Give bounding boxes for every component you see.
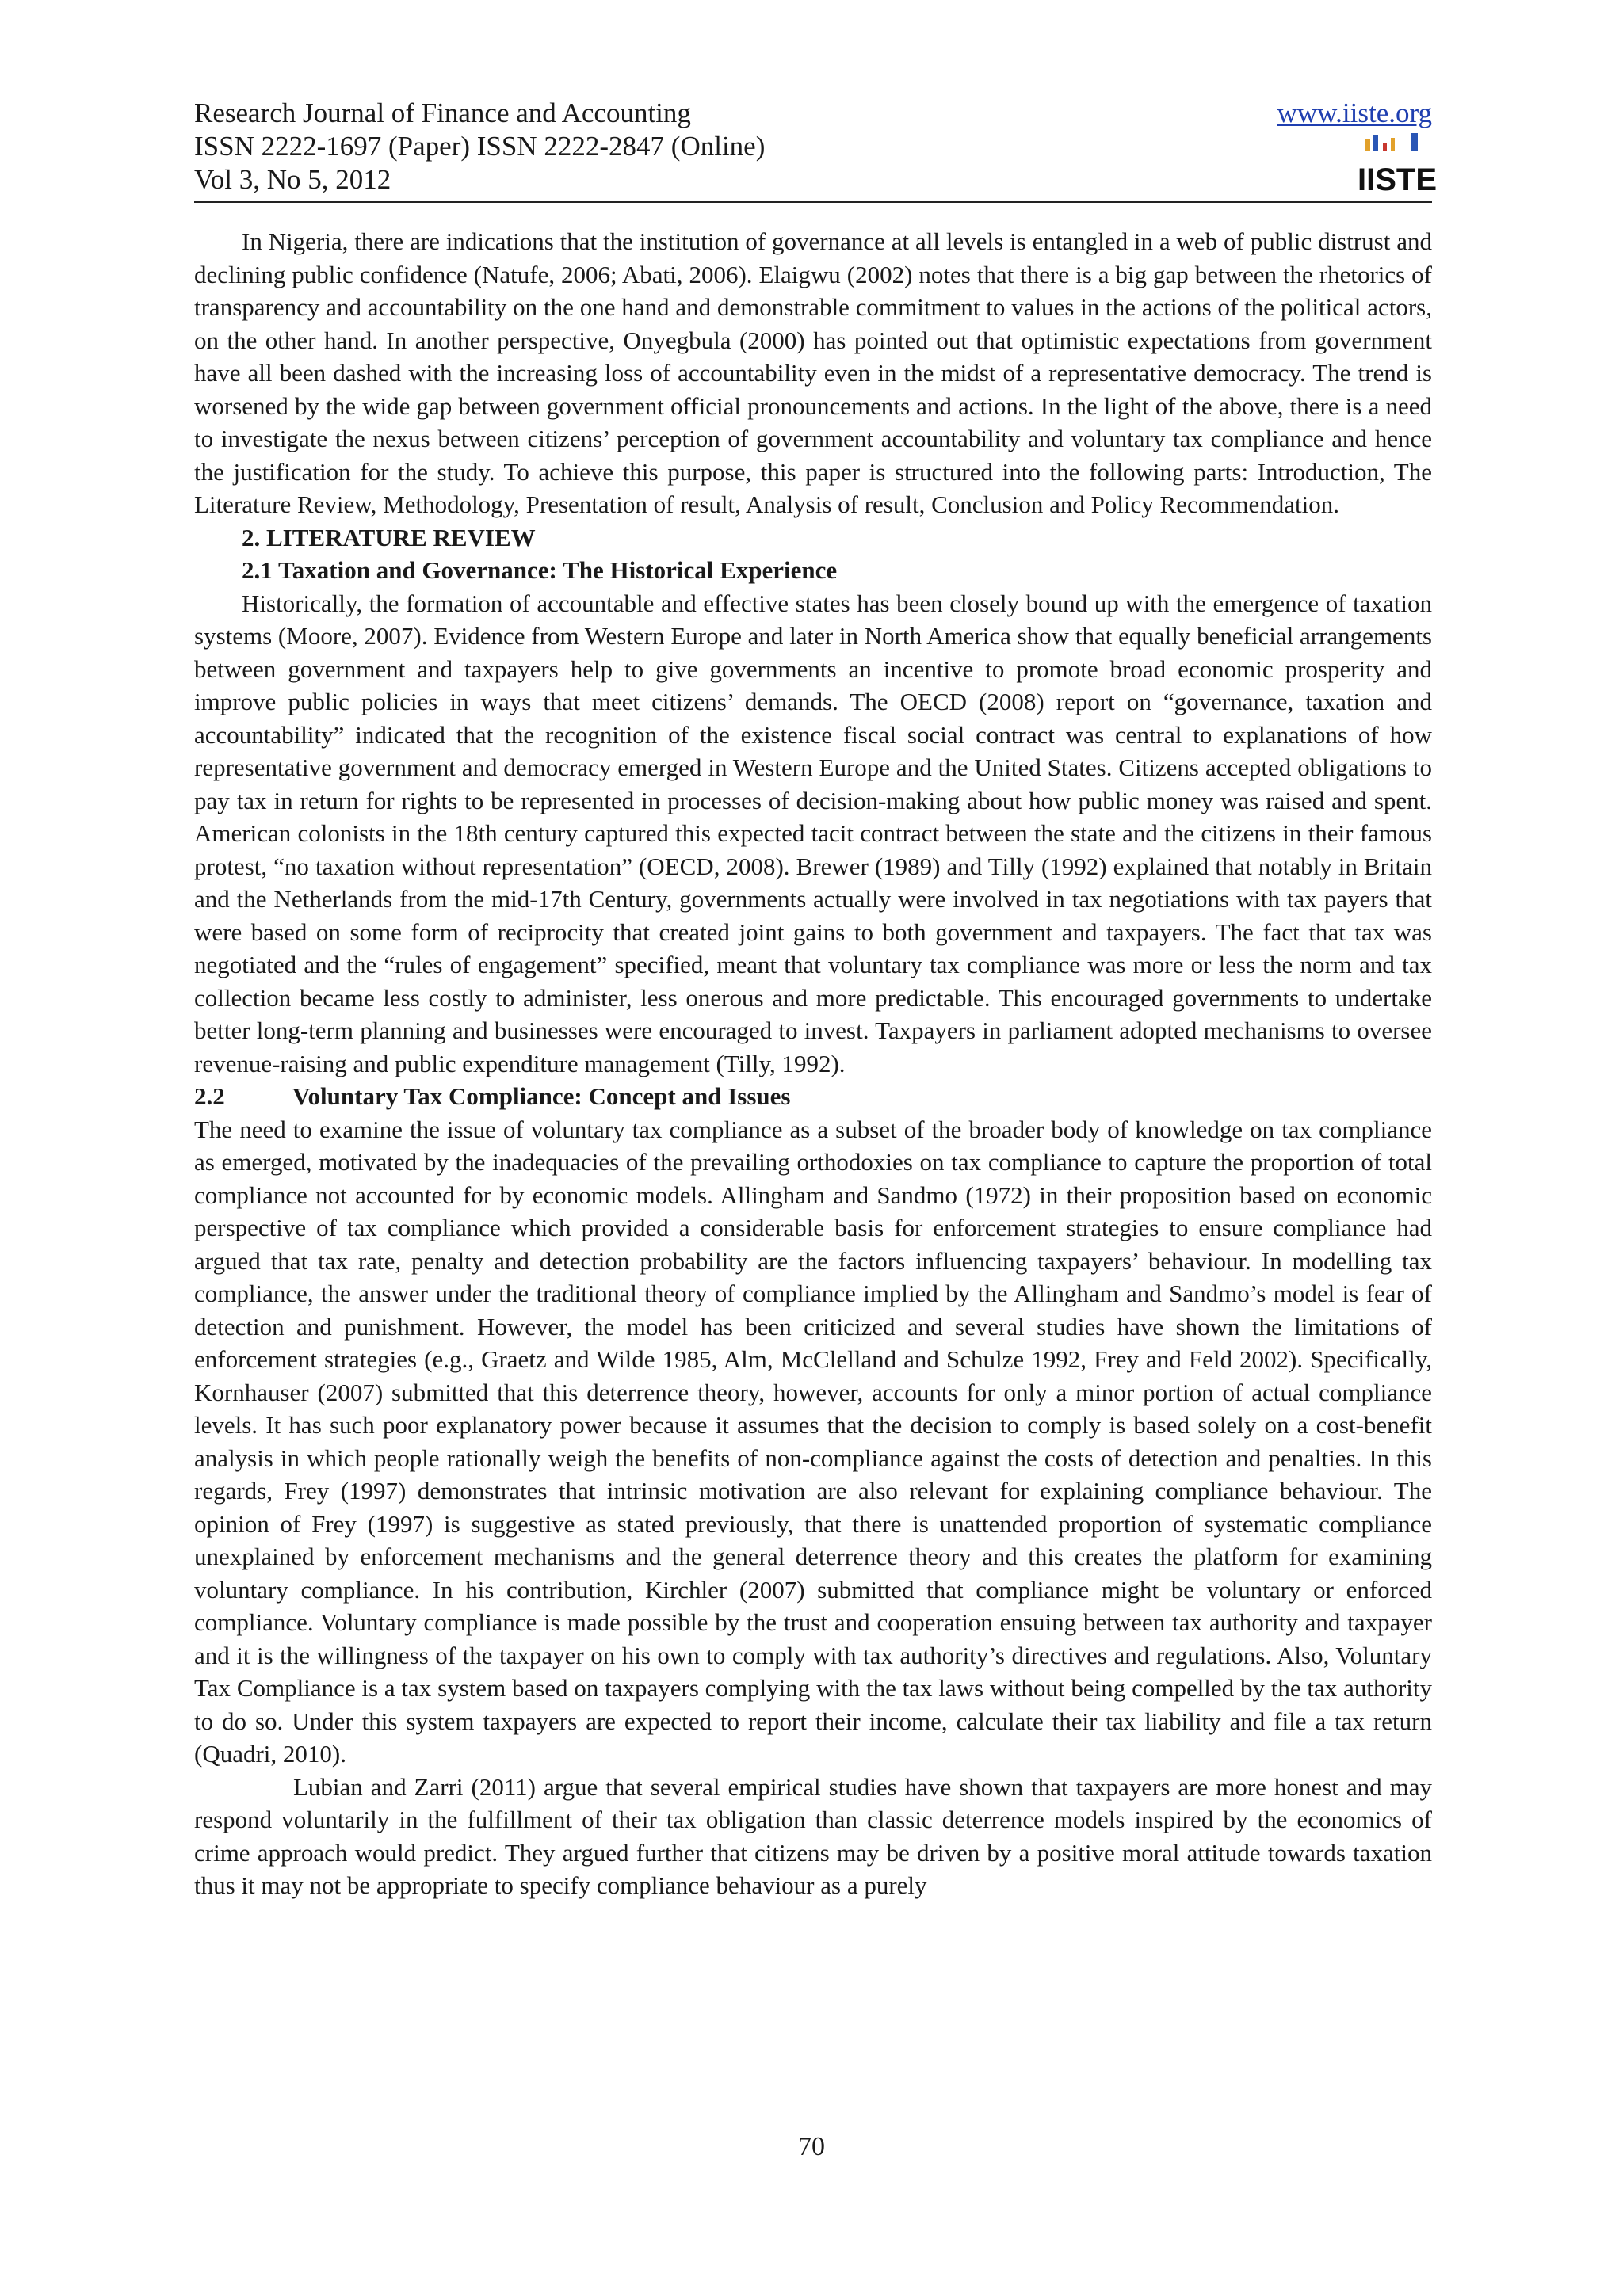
section-title: Voluntary Tax Compliance: Concept and Issues xyxy=(292,1082,791,1110)
lubian-zarri-paragraph: Lubian and Zarri (2011) argue that several empirical studies have shown that taxpayers are more honest and may respond voluntarily in the fulfillment of their tax obligation than classic deterrence models inspired by the economics of crime approach would predict. They argued further that citizens may be driven by a positive moral attitude towards taxation thus it may not be appropriate to specify compliance behaviour as a purely xyxy=(194,1772,1432,1899)
volume-line: Vol 3, No 5, 2012 xyxy=(194,164,391,195)
taxation-governance-paragraph: Historically, the formation of accountable and effective states has been closely bound up with the emergence of taxation systems (Moore, 2007). Evidence from Western Europe and later in North America show that equally beneficial arrangements between government and taxpayers help to give governments an incentive to promote broad economic prosperity and improve public policies in ways that meet citizens’ demands. The OECD (2008) report on “governance, taxation and accountability” indicated that the recognition of the existence fiscal social contract was central to explanations of how representative government and democracy emerged in Western Europe and the United States. Citizens accepted obligations to pay tax in return for rights to be represented in processes of decision-making about how public money was raised and spent. American colonists in the 18th century captured this expected tacit contract between the state and the citizens in their famous protest, “no taxation without representation” (OECD, 2008). Brewer (1989) and Tilly (1992) explained that notably in Britain and the Netherlands from the mid-17th Century, governments actually were involved in tax negotiations with tax payers that were based on some form of reciprocity that created joint gains to both government and taxpayers. The fact that tax was negotiated and the “rules of engagement” specified, meant that voluntary tax compliance was more or less the norm and tax collection became less costly to administer, less onerous and more predictable. This encouraged governments to undertake better long-term planning and businesses were encouraged to invest. Taxpayers in parliament adopted mechanisms to oversee revenue-raising and public expenditure management (Tilly, 1992). xyxy=(194,589,1432,1077)
section-heading-taxation-governance: 2.1 Taxation and Governance: The Historical Experience xyxy=(242,556,838,584)
section-heading-literature-review: 2. LITERATURE REVIEW xyxy=(242,523,536,551)
section-number: 2.2 xyxy=(194,1082,225,1110)
journal-title: Research Journal of Finance and Accounting xyxy=(194,97,691,128)
voluntary-compliance-paragraph: The need to examine the issue of voluntary tax compliance as a subset of the broader body of knowledge on tax compliance as emerged, motivated by the inadequacies of the prevailing orthodoxies on tax compliance to capture the proportion of total compliance not accounted for by economic models. Allingham and Sandmo (1972) in their proposition based on economic perspective of tax compliance which provided a considerable basis for enforcement strategies to ensure compliance had argued that tax rate, penalty and detection probability are the factors influencing taxpayers’ behaviour. In modelling tax compliance, the answer under the traditional theory of compliance implied by the Allingham and Sandmo’s model is fear of detection and punishment. However, the model has been criticized and several studies have shown the limitations of enforcement strategies (e.g., Graetz and Wilde 1985, Alm, McClelland and Schulze 1992, Frey and Feld 2002). Specifically, Kornhauser (2007) submitted that this deterrence theory, however, accounts for only a minor portion of actual compliance levels. It has such poor explanatory power because it assumes that the decision to comply is based solely on a cost-benefit analysis in which people rationally weigh the benefits of non-compliance against the costs of detection and penalties. In this regards, Frey (1997) demonstrates that intrinsic motivation are also relevant for explaining compliance behaviour. The opinion of Frey (1997) is suggestive as stated previously, that there is unattended proportion of systematic compliance unexplained by enforcement mechanisms and the general deterrence theory and this creates the platform for examining voluntary compliance. In his contribution, Kirchler (2007) submitted that compliance might be voluntary or enforced compliance. Voluntary compliance is made possible by the trust and cooperation ensuing between tax authority and taxpayer and it is the willingness of the taxpayer on his own to comply with tax authority’s directives and regulations. Also, Voluntary Tax Compliance is a tax system based on taxpayers complying with the tax laws without being compelled by the tax authority to do so. Under this system taxpayers are expected to report their income, calculate their tax liability and file a tax return (Quadri, 2010). xyxy=(194,1115,1432,1768)
article-body xyxy=(194,225,1432,1902)
page-header xyxy=(194,97,1438,198)
journal-info xyxy=(194,97,765,196)
issn-line: ISSN 2222-1697 (Paper) ISSN 2222-2847 (Online) xyxy=(194,131,766,162)
header-rule xyxy=(194,201,1432,203)
website-link[interactable]: www.iiste.org xyxy=(1277,97,1432,128)
intro-paragraph: In Nigeria, there are indications that the institution of governance at all levels is entangled in a web of public distrust and declining public confidence (Natufe, 2006; Abati, 2006). Elaigwu (2002) notes that there is a big gap between the rhetorics of transparency and accountability on the one hand and demonstrable commitment to values in the actions of the political actors, on the other hand. In another perspective, Onyegbula (2000) has pointed out that optimistic expectations from government have all been dashed with the increasing loss of accountability even in the midst of a representative democracy. The trend is worsened by the wide gap between government official pronouncements and actions. In the light of the above, there is a need to investigate the nexus between citizens’ perception of government accountability and voluntary tax compliance and hence the justification for the study. To achieve this purpose, this paper is structured into the following parts: Introduction, The Literature Review, Methodology, Presentation of result, Analysis of result, Conclusion and Policy Recommendation. xyxy=(194,227,1432,518)
svg-text:IISTE: IISTE xyxy=(1357,162,1438,197)
section-heading-voluntary-compliance xyxy=(194,1080,1432,1113)
page-number: 70 xyxy=(798,2132,825,2161)
iiste-logo xyxy=(1357,132,1438,197)
